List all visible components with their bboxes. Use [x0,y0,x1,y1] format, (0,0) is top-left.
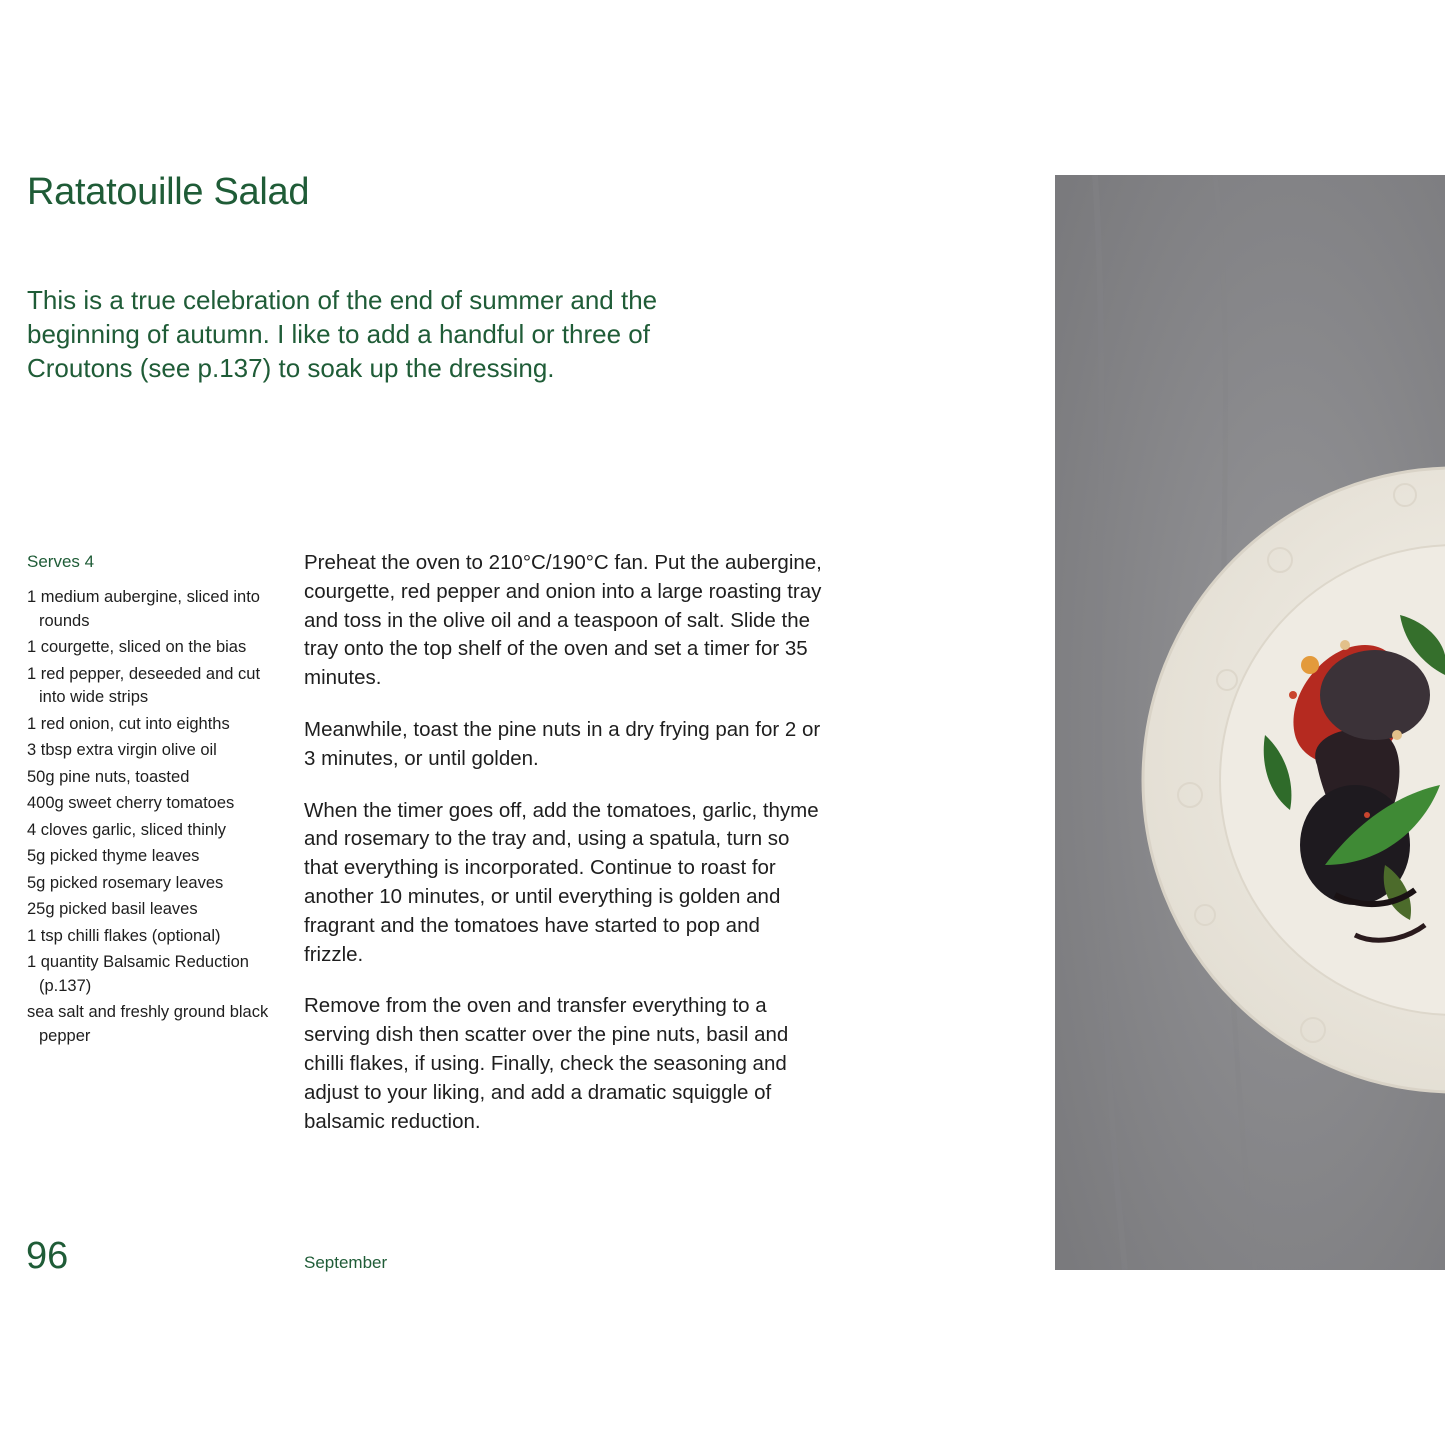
recipe-intro: This is a true celebration of the end of summer and the beginning of autumn. I like to add a handful or three of Croutons (see p.137) to soak up the dressing. [27,285,658,383]
ingredient-item: 1 medium aubergine, sliced into rounds [27,588,260,630]
method-steps [304,549,824,1159]
ingredient-item: 1 quantity Balsamic Reduction (p.137) [27,953,249,995]
ingredient-item: 5g picked thyme leaves [27,847,200,865]
ingredient-item: 1 red pepper, deseeded and cut into wide strips [27,664,261,706]
method-step: When the timer goes off, add the tomatoes, garlic, thyme and rosemary to the tray and, using a spatula, turn so that everything is incorporated. Continue to roast for another 10 minutes, or until everything is golden and fragrant and the tomatoes have started to pop and frizzle. [304,798,819,966]
ingredient-item: sea salt and freshly ground black pepper [27,1003,269,1045]
serves-label: Serves 4 [27,552,95,571]
ingredient-item: 50g pine nuts, toasted [27,767,190,786]
ingredient-item: 4 cloves garlic, sliced thinly [27,820,226,839]
method-step: Meanwhile, toast the pine nuts in a dry frying pan for 2 or 3 minutes, or until golden. [304,717,821,770]
ingredient-item: 400g sweet cherry tomatoes [27,794,235,812]
ingredient-item: 1 tsp chilli flakes (optional) [27,926,221,945]
page-number: 96 [26,1235,69,1277]
dish-photo [1055,175,1445,1270]
method-step: Preheat the oven to 210°C/190°C fan. Put the aubergine, courgette, red pepper and onion into a large roasting tray and toss in the olive oil and a teaspoon of salt. Slide the tray onto the top shelf of the oven and set a timer for 35 minutes. [304,551,822,690]
section-name: September [304,1253,388,1272]
recipe-title: Ratatouille Salad [27,171,310,213]
ingredient-item: 1 red onion, cut into eighths [27,714,230,733]
ingredient-item: 5g picked rosemary leaves [27,873,224,892]
salad-plate-illustration [1055,175,1445,1270]
ingredient-item: 3 tbsp extra virgin olive oil [27,741,217,759]
ingredient-item: 1 courgette, sliced on the bias [27,638,247,656]
ingredient-list [27,586,282,1051]
ingredient-item: 25g picked basil leaves [27,900,198,918]
method-step: Remove from the oven and transfer everything to a serving dish then scatter over the pine nuts, basil and chilli flakes, if using. Finally, check the seasoning and adjust to your liking, and add a dramatic squiggle of balsamic reduction. [304,994,789,1133]
